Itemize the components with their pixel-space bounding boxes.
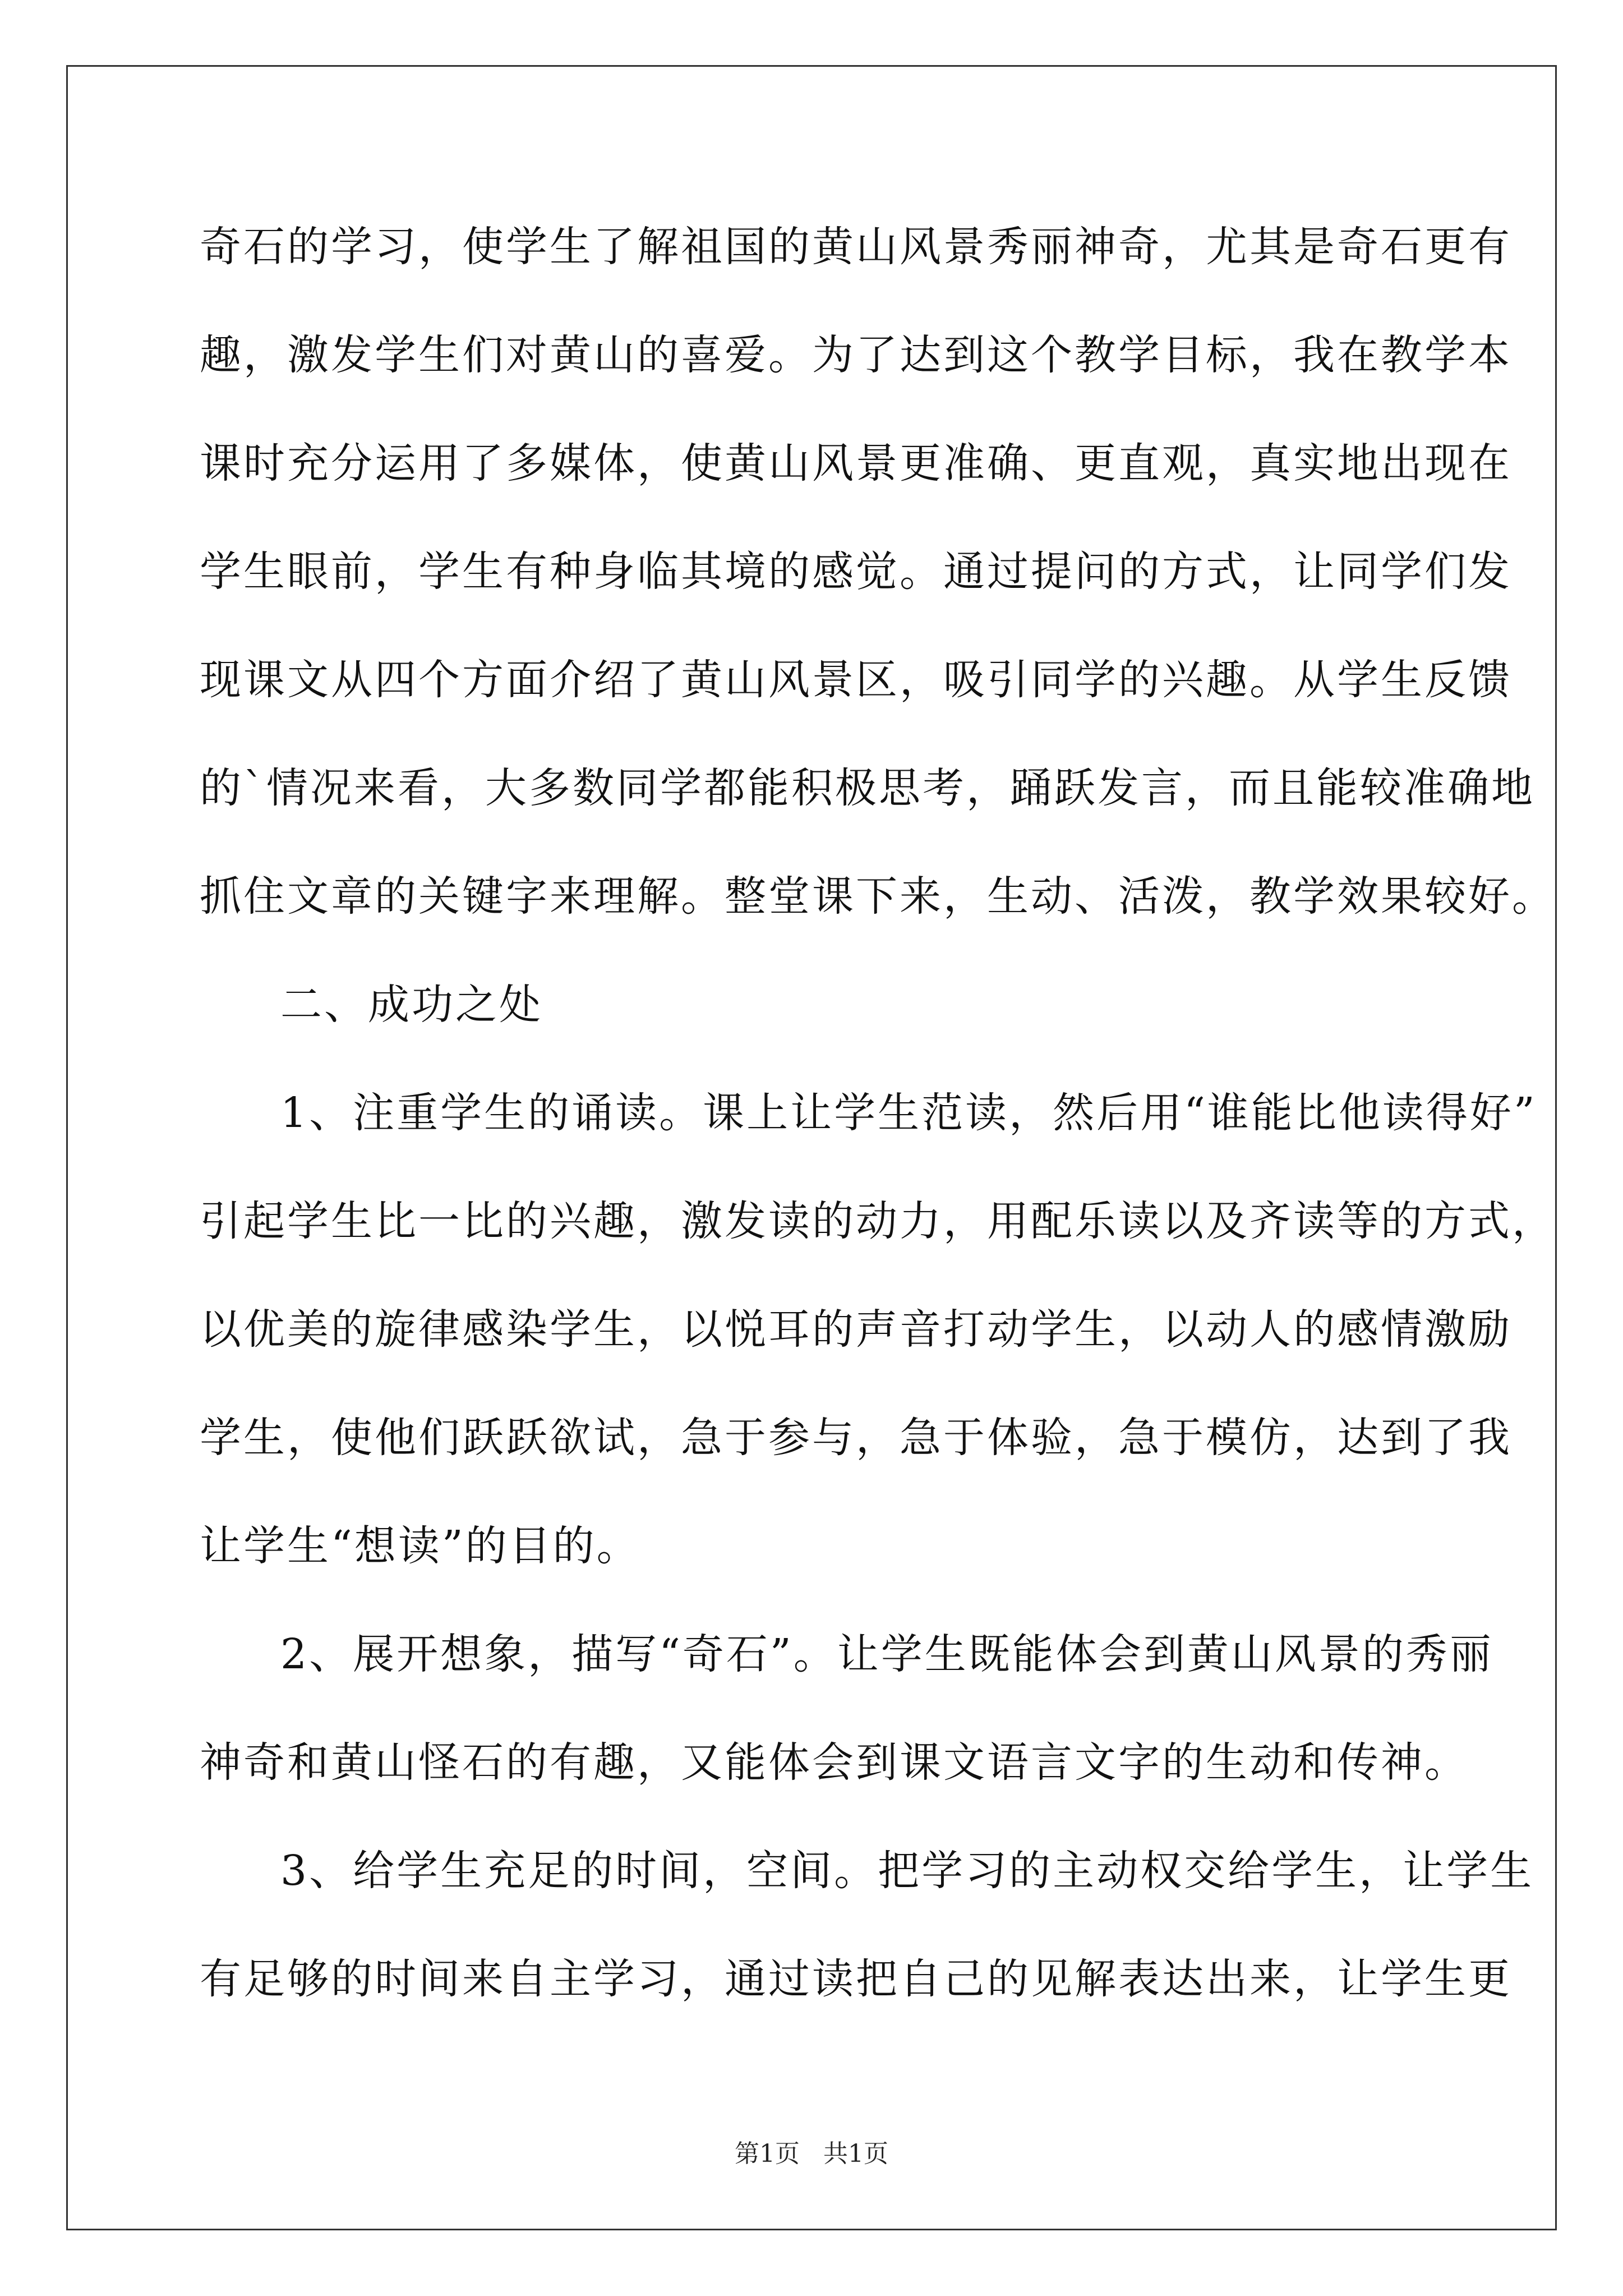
paragraph-first-line: 2、展开想象，描写“奇石”。让学生既能体会到黄山风景的秀丽: [280, 1630, 1493, 1678]
body-line: 让学生“想读”的目的。: [200, 1522, 640, 1570]
paragraph-first-line: 3、给学生充足的时间，空间。把学习的主动权交给学生，让学生: [280, 1847, 1534, 1895]
paragraph-first-line: 1、注重学生的诵读。课上让学生范读，然后用“谁能比他读得好”: [280, 1089, 1537, 1137]
body-line: 的`情况来看，大多数同学都能积极思考，踊跃发言，而且能较准确地: [200, 764, 1535, 812]
body-line: 现课文从四个方面介绍了黄山风景区，吸引同学的兴趣。从学生反馈: [200, 656, 1512, 704]
body-line: 有足够的时间来自主学习，通过读把自己的见解表达出来，让学生更: [200, 1955, 1512, 2003]
page-border: [66, 65, 1557, 2230]
body-line: 神奇和黄山怪石的有趣，又能体会到课文语言文字的生动和传神。: [200, 1738, 1468, 1787]
section-heading: 二、成功之处: [280, 981, 543, 1029]
body-line: 趣，激发学生们对黄山的喜爱。为了达到这个教学目标，我在教学本: [200, 331, 1512, 379]
body-line: 奇石的学习，使学生了解祖国的黄山风景秀丽神奇，尤其是奇石更有: [200, 223, 1512, 271]
body-line: 学生眼前，学生有种身临其境的感觉。通过提问的方式，让同学们发: [200, 547, 1512, 596]
body-line: 学生，使他们跃跃欲试，急于参与，急于体验，急于模仿，达到了我: [200, 1414, 1512, 1462]
page-number-footer: 第1页 共1页: [735, 2139, 888, 2168]
body-line: 引起学生比一比的兴趣，激发读的动力，用配乐读以及齐读等的方式，: [200, 1197, 1556, 1245]
body-line: 课时充分运用了多媒体，使黄山风景更准确、更直观，真实地出现在: [200, 439, 1512, 487]
body-line: 抓住文章的关键字来理解。整堂课下来，生动、活泼，教学效果较好。: [200, 872, 1556, 921]
body-line: 以优美的旋律感染学生，以悦耳的声音打动学生，以动人的感情激励: [200, 1305, 1512, 1354]
